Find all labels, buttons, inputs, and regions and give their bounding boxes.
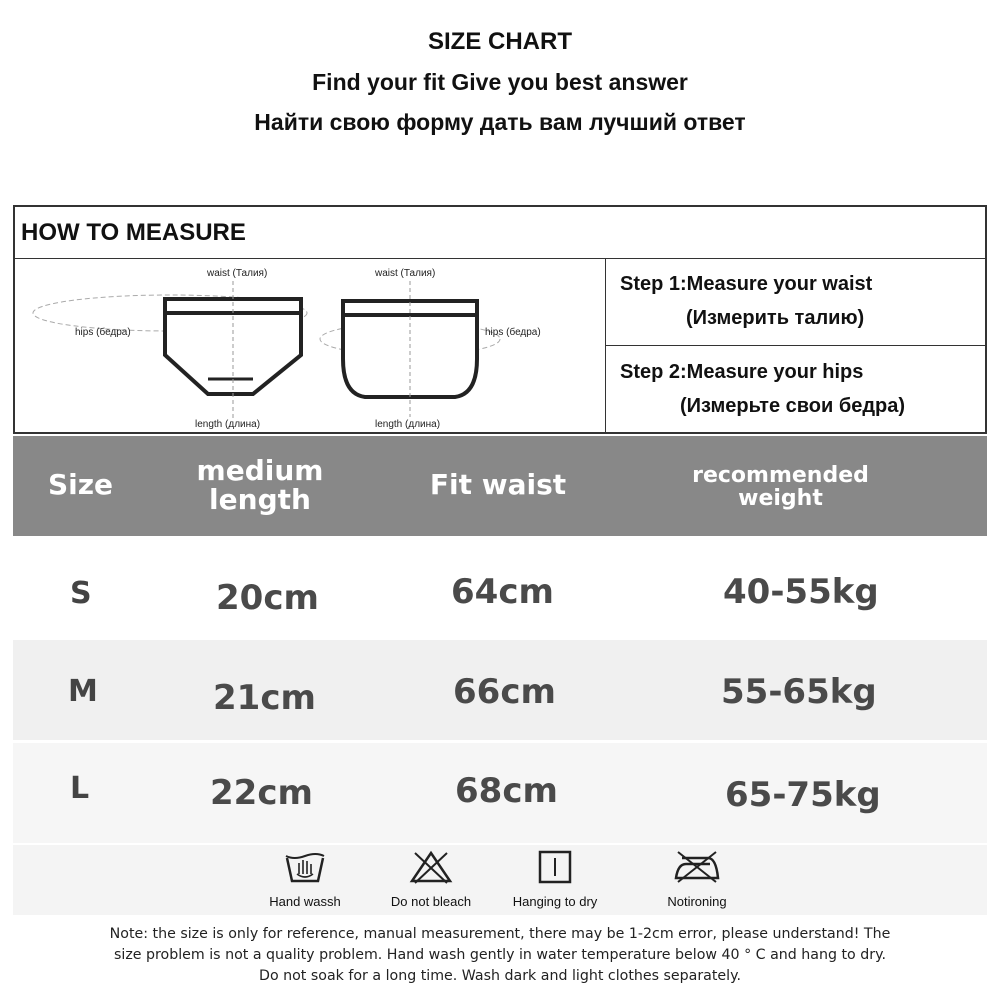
- note-line-3: Do not soak for a long time. Wash dark and light clothes separately.: [259, 968, 741, 984]
- step-1-text: Step 1:Measure your waist: [620, 273, 873, 295]
- header-medium-length: [185, 456, 335, 515]
- measure-steps: [605, 259, 987, 434]
- brief-diagram-icon: [15, 259, 315, 434]
- care-label: Notironing: [667, 894, 727, 909]
- step-2-translation: (Измерьте свои бедра): [680, 395, 906, 417]
- note-line-2: size problem is not a quality problem. Hand wash gently in water temperature below 40 ° C and hang to dry.: [114, 947, 886, 963]
- boyshort-hips-label: hips (бедра): [485, 327, 541, 338]
- step-1-translation: (Измерить талию): [686, 307, 865, 329]
- table-row: [13, 743, 987, 843]
- row-length: 21cm: [213, 678, 316, 718]
- boyshort-waist-label: waist (Талия): [375, 268, 436, 279]
- measure-diagrams: [15, 259, 605, 434]
- care-item: [485, 845, 625, 909]
- hang-dry-icon: [533, 850, 577, 884]
- row-length: 20cm: [216, 578, 319, 618]
- table-header: [13, 436, 987, 536]
- header-weight-line2: weight: [738, 486, 823, 512]
- step-2-text: Step 2:Measure your hips: [620, 361, 864, 383]
- care-instructions: [13, 845, 987, 915]
- row-size: M: [68, 674, 98, 709]
- header-weight-line1: recommended: [692, 463, 869, 488]
- page-title: SIZE CHART: [428, 28, 572, 55]
- row-size: L: [70, 771, 90, 806]
- boyshort-diagram-icon: [315, 259, 605, 434]
- no-ironing-icon: [672, 850, 722, 884]
- boyshort-length-label: length (длина): [375, 419, 441, 430]
- care-item: [235, 845, 375, 909]
- how-to-measure-heading: HOW TO MEASURE: [15, 207, 985, 259]
- table-row: [13, 640, 987, 740]
- table-row: [13, 536, 987, 636]
- step-1: [606, 259, 987, 346]
- care-item: [361, 845, 501, 909]
- row-waist: 66cm: [453, 672, 556, 712]
- header: [0, 22, 1000, 142]
- subtitle-english: Find your fit Give you best answer: [312, 69, 688, 95]
- header-length-line2: length: [209, 483, 311, 517]
- hand-wash-icon: [283, 850, 327, 884]
- brief-hips-label: hips (бедра): [75, 327, 131, 338]
- header-fit-waist: Fit waist: [429, 468, 567, 501]
- care-label: Do not bleach: [390, 894, 472, 909]
- brief-length-label: length (длина): [195, 419, 261, 430]
- care-label: Hanging to dry: [512, 894, 598, 909]
- do-not-bleach-icon: [409, 850, 453, 884]
- how-to-measure-panel: [13, 205, 987, 434]
- brief-waist-label: waist (Талия): [207, 268, 268, 279]
- row-waist: 64cm: [451, 572, 554, 612]
- step-2: [606, 347, 987, 434]
- row-waist: 68cm: [455, 771, 558, 811]
- header-size: Size: [47, 468, 114, 501]
- row-length: 22cm: [210, 773, 313, 813]
- subtitle-russian: Найти свою форму дать вам лучший ответ: [254, 109, 746, 135]
- note-text: [10, 924, 990, 987]
- row-weight: 40-55kg: [723, 572, 879, 612]
- header-length-line1: medium: [196, 454, 324, 487]
- row-size: S: [70, 576, 92, 611]
- header-recommended-weight: [673, 464, 888, 510]
- row-weight: 55-65kg: [721, 672, 877, 712]
- care-item: [627, 845, 767, 909]
- row-weight: 65-75kg: [725, 775, 881, 815]
- care-label: Hand wassh: [269, 894, 341, 909]
- note-line-1: Note: the size is only for reference, manual measurement, there may be 1-2cm error, please understand! The: [109, 926, 891, 942]
